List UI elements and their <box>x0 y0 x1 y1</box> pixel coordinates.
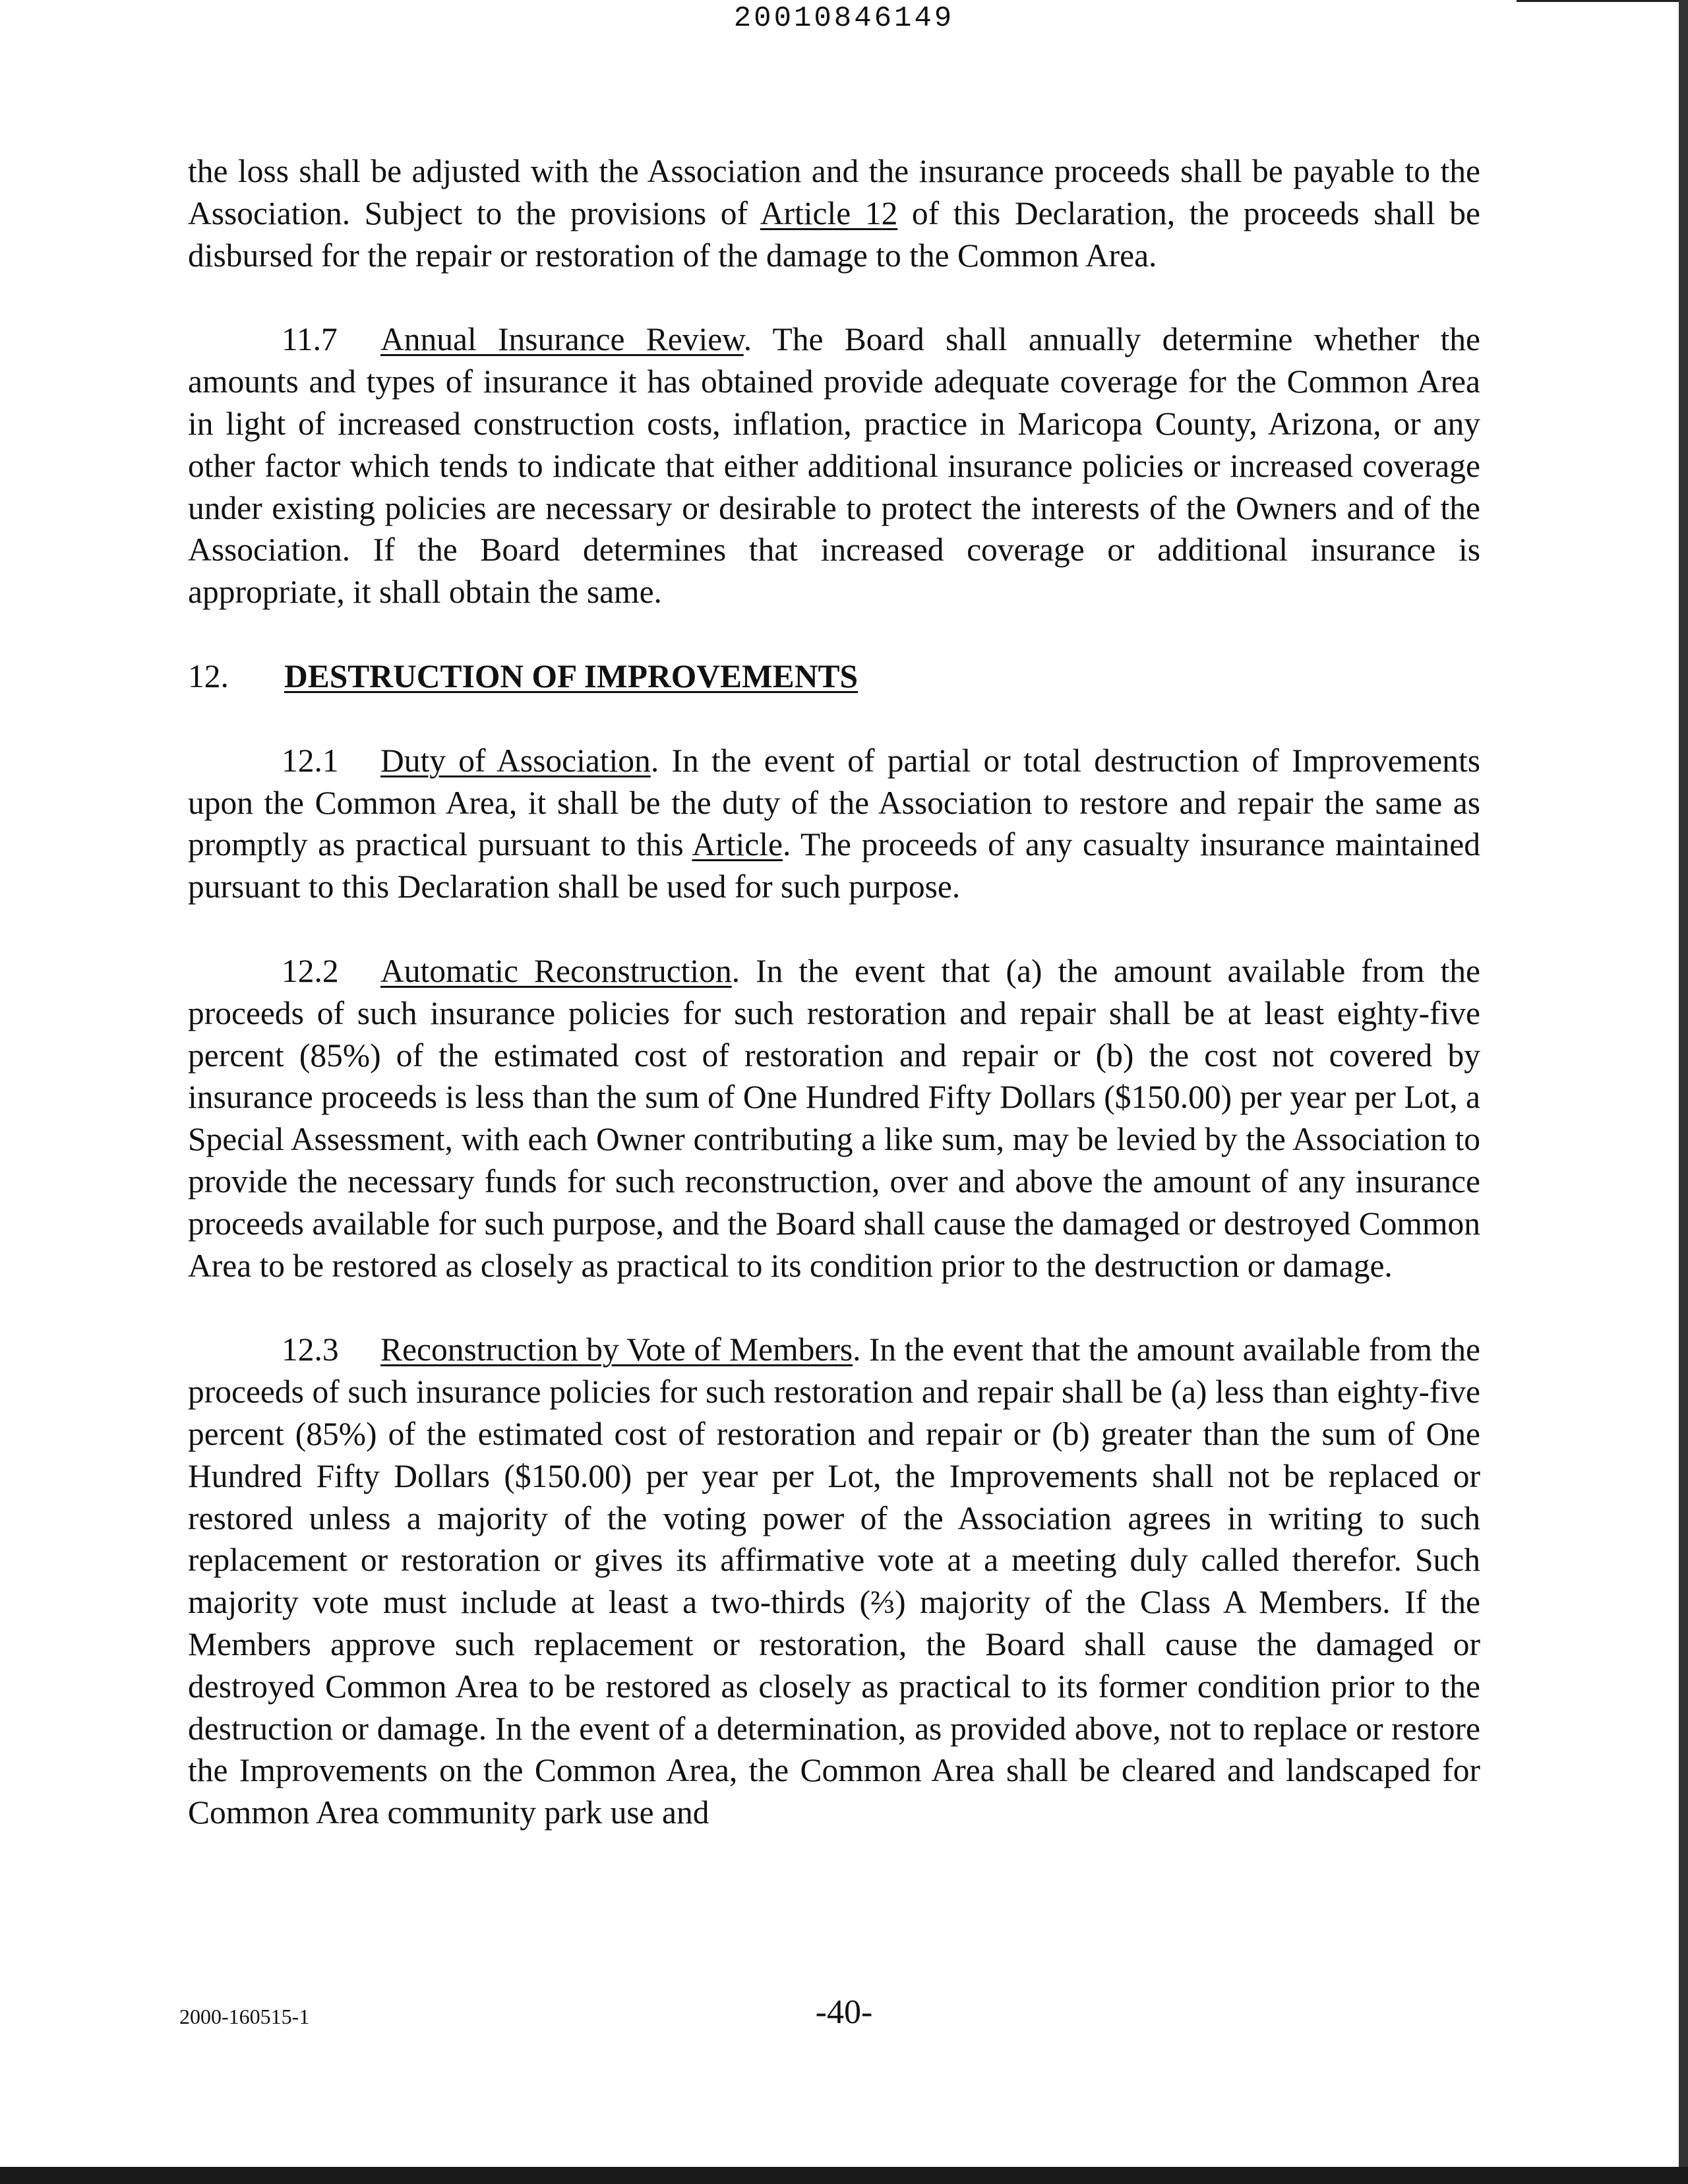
section-number: 12.1 <box>282 742 339 779</box>
section-text: . The Board shall annually determine whether the amounts and types of insurance it has obtained provide adequate coverage for the Common Area in light of increased construction costs, inflation, practice in Maricopa County, Arizona, or any other factor which tends to indicate that either additional insurance policies or increased coverage under existing policies are necessary or desirable to protect the interests of the Owners and of the Association. If the Board determines that increased coverage or additional insurance is appropriate, it shall obtain the same. <box>188 321 1480 611</box>
section-number: 12.2 <box>282 952 339 989</box>
section-text: . The proceeds of any casualty insurance maintained pursuant to this Declaration shall be used for such purpose. <box>188 826 1480 905</box>
section-title: Annual Insurance Review <box>380 321 744 358</box>
section-text: . In the event of partial or total destruction of Improvements upon the Common Area, it shall be the duty of the Association to restore and repair the same as promptly as practical pursuant to this <box>188 742 1480 863</box>
section-12-heading <box>188 655 1480 698</box>
article-reference: Article <box>692 826 783 863</box>
page-body <box>188 150 1480 1834</box>
section-12-3 <box>188 1329 1480 1834</box>
section-number: 11.7 <box>282 321 338 358</box>
paragraph-continuation <box>188 150 1480 276</box>
section-number: 12. <box>188 657 229 694</box>
top-rule <box>1517 0 1688 2</box>
paragraph-text: the loss shall be adjusted with the Association and the insurance proceeds shall be payable to the Association. Subject to the provisions of <box>188 153 1480 231</box>
scan-edge-right <box>1679 0 1688 2184</box>
document-number: 20010846149 <box>733 2 955 35</box>
section-12-1 <box>188 740 1480 908</box>
section-title: Reconstruction by Vote of Members <box>380 1331 853 1368</box>
section-title: Automatic Reconstruction <box>380 952 732 989</box>
section-12-2 <box>188 950 1480 1287</box>
footer-document-id: 2000-160515-1 <box>179 2005 310 2028</box>
section-text: . In the event that (a) the amount available from the proceeds of such insurance policies for such restoration and repair shall be at least eighty-five percent (85%) of the estimated cost of restoration and repair or (b) the cost not covered by insurance proceeds is less than the sum of One Hundred Fifty Dollars ($150.00) per year per Lot, a Special Assessment, with each Owner contributing a like sum, may be levied by the Association to provide the necessary funds for such reconstruction, over and above the amount of any insurance proceeds available for such purpose, and the Board shall cause the damaged or destroyed Common Area to be restored as closely as practical to its condition prior to the destruction or damage. <box>188 952 1480 1284</box>
paragraph-text: of this Declaration, the proceeds shall be disbursed for the repair or restoration of the damage to the Common Area. <box>188 195 1480 274</box>
section-number: 12.3 <box>282 1331 339 1368</box>
section-title: DESTRUCTION OF IMPROVEMENTS <box>284 657 858 694</box>
section-text: . In the event that the amount available from the proceeds of such insurance policies for such restoration and repair shall be (a) less than eighty-five percent (85%) of the estimated cost of restoration and repair or (b) greater than the sum of One Hundred Fifty Dollars ($150.00) per year per Lot, the Improvements shall not be replaced or restored unless a majority of the voting power of the Association agrees in writing to such replacement or restoration or gives its affirmative vote at a meeting duly called therefor. Such majority vote must include at least a two-thirds (⅔) majority of the Class A Members. If the Members approve such replacement or restoration, the Board shall cause the damaged or destroyed Common Area to be restored as closely as practical to its former condition prior to the destruction or damage. In the event of a determination, as provided above, not to replace or restore the Improvements on the Common Area, the Common Area shall be cleared and landscaped for Common Area community park use and <box>188 1331 1480 1831</box>
scan-edge-bottom <box>0 2167 1688 2184</box>
page-number: -40- <box>815 1993 873 2031</box>
article-reference: Article 12 <box>760 195 898 231</box>
section-title: Duty of Association <box>380 742 651 779</box>
section-11-7 <box>188 318 1480 613</box>
